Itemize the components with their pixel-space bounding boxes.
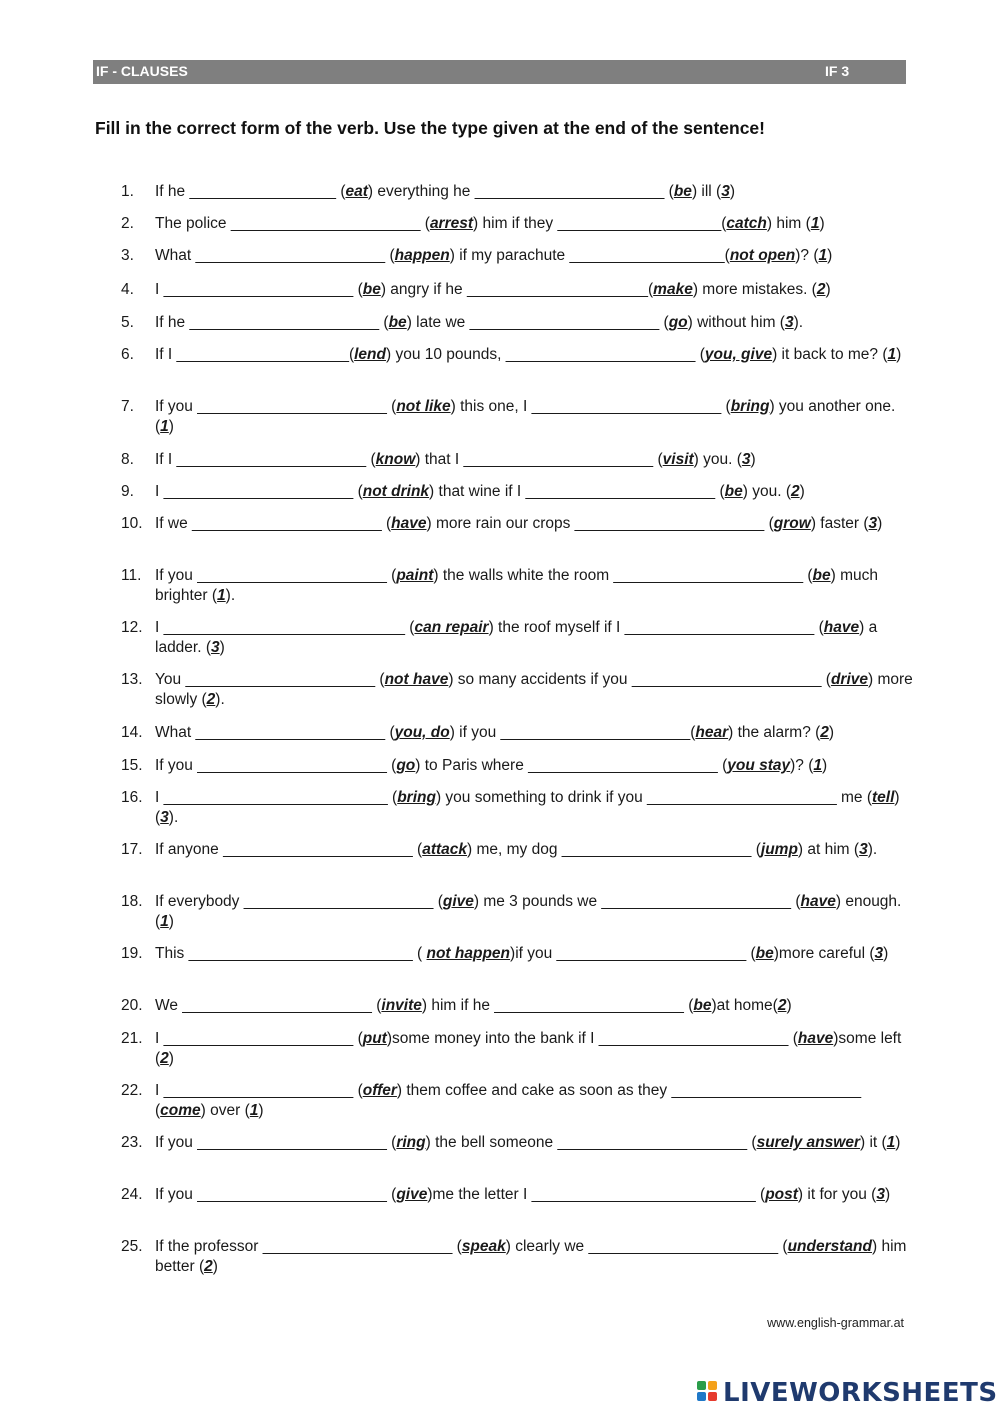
item-sentence [155, 183, 735, 200]
type-number: 1 [810, 215, 820, 232]
exercise-item [121, 514, 915, 534]
verb-hint: have [391, 515, 427, 532]
sentence-text: ) without him ( [687, 314, 785, 331]
verb-hint: know [375, 451, 416, 468]
sentence-text: ) that I ______________________ ( [415, 451, 663, 468]
sentence-text: ) them coffee and cake as soon as they ______________________ ( [155, 1082, 862, 1119]
sentence-text: If you ______________________ ( [155, 1186, 397, 1203]
type-number: 2 [816, 281, 826, 298]
item-sentence [155, 215, 825, 232]
header-title: IF - CLAUSES [96, 63, 188, 79]
exercise-item [121, 566, 915, 605]
verb-hint: attack [422, 841, 468, 858]
sentence-text: ) [219, 638, 225, 656]
sentence-text: ) if my parachute __________________( [449, 247, 730, 264]
verb-hint: be [362, 281, 381, 298]
item-sentence [155, 1238, 906, 1275]
sentence-text: ) [799, 483, 805, 500]
type-number: 1 [887, 346, 897, 363]
verb-hint: post [765, 1186, 798, 1203]
sentence-text: ) [877, 515, 883, 532]
sentence-text: ) much brighter ( [155, 567, 879, 604]
verb-hint: come [160, 1101, 201, 1119]
sentence-text: )some money into the bank if I ______________________ ( [386, 1030, 798, 1047]
sentence-text: If he _________________ ( [155, 183, 346, 200]
exercise-item [121, 788, 915, 827]
sentence-text: If anyone ______________________ ( [155, 841, 423, 858]
item-sentence [155, 1134, 900, 1151]
item-sentence [155, 515, 882, 532]
verb-hint: catch [726, 215, 767, 232]
type-number: 3 [784, 314, 794, 331]
verb-hint: not happen [426, 945, 511, 962]
verb-hint: jump [760, 841, 798, 858]
sentence-text: If we ______________________ ( [155, 515, 392, 532]
verb-hint: offer [362, 1082, 397, 1099]
type-number: 3 [874, 945, 884, 962]
sentence-text: What ______________________ ( [155, 247, 395, 264]
liveworksheets-brand [697, 1378, 998, 1408]
sentence-text: ) me 3 pounds we ______________________ ( [473, 893, 801, 910]
verb-hint: you stay [727, 757, 791, 774]
verb-hint: visit [662, 451, 694, 468]
sentence-text: We ______________________ ( [155, 997, 382, 1014]
verb-hint: invite [381, 997, 422, 1014]
sentence-text: ) this one, I ______________________ ( [450, 398, 731, 415]
sentence-text: If I ____________________( [155, 346, 355, 363]
item-number: 10. [121, 515, 143, 532]
sentence-text: )if you ______________________ ( [510, 945, 756, 962]
item-sentence [155, 757, 827, 774]
verb-hint: can repair [414, 619, 489, 636]
exercise-item [121, 996, 915, 1016]
sentence-text: If you ______________________ ( [155, 398, 397, 415]
verb-hint: not like [396, 398, 451, 415]
type-number: 2 [160, 1049, 169, 1067]
sentence-text: I ______________________ ( [155, 1082, 363, 1099]
sentence-text: If everybody ______________________ ( [155, 893, 443, 910]
type-number: 1 [217, 586, 226, 604]
exercise-item [121, 1081, 915, 1120]
item-sentence [155, 247, 832, 264]
verb-hint: not have [384, 671, 449, 688]
verb-hint: be [812, 567, 831, 584]
verb-hint: grow [773, 515, 811, 532]
verb-hint: paint [396, 567, 434, 584]
exercise-item [121, 1237, 915, 1276]
instruction: Fill in the correct form of the verb. Use the type given at the end of the sentence! [95, 118, 765, 138]
sentence-text: ). [168, 808, 179, 826]
sentence-text: ) [212, 1257, 218, 1275]
sentence-text: )at home( [711, 997, 778, 1014]
header-type: IF 3 [825, 63, 850, 79]
verb-hint: put [362, 1030, 387, 1047]
sentence-text: ) at him ( [797, 841, 860, 858]
verb-hint: be [693, 997, 712, 1014]
item-sentence [155, 1030, 901, 1067]
exercise-item [121, 182, 915, 202]
verb-hint: bring [397, 789, 436, 806]
sentence-text: The police ______________________ ( [155, 215, 430, 232]
exercise-item [121, 397, 915, 436]
exercise-item [121, 1185, 915, 1205]
type-number: 2 [206, 690, 216, 708]
item-number: 3. [121, 247, 134, 264]
sentence-text: ) [786, 997, 792, 1014]
item-sentence [155, 281, 831, 298]
sentence-text: ) [750, 451, 756, 468]
exercise-item [121, 723, 915, 743]
item-sentence [155, 671, 913, 708]
type-number: 1 [886, 1134, 896, 1151]
sentence-text: ) [258, 1101, 264, 1119]
type-number: 1 [160, 417, 169, 435]
sentence-text: ) that wine if I ______________________ ( [429, 483, 725, 500]
sentence-text: )? ( [790, 757, 814, 774]
sentence-text: ) more mistakes. ( [692, 281, 817, 298]
item-sentence [155, 451, 756, 468]
liveworksheets-logo-icon [697, 1379, 719, 1407]
type-number: 3 [721, 183, 730, 200]
sentence-text: If you ______________________ ( [155, 567, 397, 584]
sentence-text: ) you something to drink if you ______________________ me ( [435, 789, 872, 806]
item-number: 23. [121, 1134, 143, 1151]
type-number: 2 [204, 1257, 213, 1275]
item-sentence [155, 567, 878, 604]
verb-hint: have [823, 619, 860, 636]
item-sentence [155, 997, 792, 1014]
sentence-text: If you ______________________ ( [155, 1134, 397, 1151]
verb-hint: go [396, 757, 416, 774]
verb-hint: bring [730, 398, 770, 415]
item-sentence [155, 483, 805, 500]
sentence-text: ) more rain our crops ______________________ ( [426, 515, 774, 532]
type-number: 3 [868, 515, 878, 532]
item-number: 21. [121, 1030, 143, 1047]
item-number: 19. [121, 945, 143, 962]
item-number: 5. [121, 314, 134, 331]
sentence-text: ) everything he ______________________ ( [367, 183, 674, 200]
sentence-text: ) the alarm? ( [728, 724, 821, 741]
item-sentence [155, 1082, 861, 1119]
item-number: 20. [121, 997, 143, 1014]
sentence-text: This __________________________ ( [155, 945, 427, 962]
sentence-text: ) [896, 346, 902, 363]
sentence-text: ) the roof myself if I ______________________ ( [488, 619, 824, 636]
sentence-text: ) you another one. ( [155, 398, 896, 435]
type-number: 2 [777, 997, 787, 1014]
item-sentence [155, 893, 901, 930]
item-number: 7. [121, 398, 134, 415]
sentence-text: ). [867, 841, 878, 858]
item-number: 12. [121, 619, 143, 636]
sentence-text: I ______________________ ( [155, 1030, 363, 1047]
type-number: 2 [790, 483, 800, 500]
footer-url: www.english-grammar.at [767, 1316, 904, 1330]
item-sentence [155, 346, 901, 363]
sentence-text: ) clearly we ______________________ ( [505, 1238, 788, 1255]
item-number: 24. [121, 1186, 143, 1203]
sentence-text: ) [168, 417, 174, 435]
verb-hint: lend [354, 346, 386, 363]
exercise-item [121, 345, 915, 365]
item-sentence [155, 619, 877, 656]
sentence-text: I __________________________ ( [155, 789, 398, 806]
verb-hint: tell [872, 789, 895, 806]
exercise-item [121, 450, 915, 470]
item-sentence [155, 945, 888, 962]
exercise-item [121, 246, 915, 266]
sentence-text: )me the letter I __________________________ ( [427, 1186, 766, 1203]
sentence-text: ) [168, 1049, 174, 1067]
sentence-text: ) you. ( [693, 451, 742, 468]
item-sentence [155, 398, 895, 435]
sentence-text: ) [729, 183, 736, 200]
sentence-text: If I ______________________ ( [155, 451, 376, 468]
verb-hint: you, do [394, 724, 450, 741]
sentence-text: )more careful ( [773, 945, 875, 962]
sentence-text: If the professor ______________________ ( [155, 1238, 462, 1255]
sentence-text: I ____________________________ ( [155, 619, 415, 636]
verb-hint: go [668, 314, 688, 331]
header-bar [93, 60, 906, 84]
sentence-text: ) enough. ( [155, 893, 902, 930]
sentence-text: ) the bell someone ______________________ ( [425, 1134, 757, 1151]
verb-hint: speak [461, 1238, 506, 1255]
type-number: 2 [820, 724, 829, 741]
item-number: 4. [121, 281, 134, 298]
brand-name: LIVEWORKSHEETS [723, 1378, 998, 1408]
sentence-text: If you ______________________ ( [155, 757, 397, 774]
exercise-item [121, 892, 915, 931]
sentence-text: ) more slowly ( [155, 671, 913, 708]
item-sentence [155, 789, 900, 826]
sentence-text: ) him better ( [155, 1238, 907, 1275]
sentence-text: ) him if he ______________________ ( [421, 997, 694, 1014]
item-number: 15. [121, 757, 143, 774]
sentence-text: What ______________________ ( [155, 724, 395, 741]
sentence-text: ) him ( [766, 215, 811, 232]
sentence-text: ) to Paris where ______________________ ( [415, 757, 728, 774]
exercise-item [121, 670, 915, 709]
item-number: 17. [121, 841, 143, 858]
sentence-text: If he ______________________ ( [155, 314, 389, 331]
item-number: 1. [121, 183, 134, 200]
verb-hint: hear [695, 724, 729, 741]
sentence-text: ) you 10 pounds, ______________________ ( [385, 346, 705, 363]
item-number: 16. [121, 789, 143, 806]
sentence-text: ) it for you ( [797, 1186, 877, 1203]
item-number: 2. [121, 215, 134, 232]
sentence-text: ) [819, 215, 825, 232]
sentence-text: ) if you ______________________( [449, 724, 696, 741]
sentence-text: ) [828, 724, 835, 741]
sentence-text: ) [895, 1134, 901, 1151]
sentence-text: ). [225, 586, 236, 604]
sentence-text: ) a ladder. ( [155, 619, 878, 656]
sentence-text: ) the walls white the room ______________________ ( [433, 567, 813, 584]
sentence-text: ) me, my dog ______________________ ( [467, 841, 761, 858]
item-sentence [155, 314, 803, 331]
exercise-item [121, 214, 915, 234]
verb-hint: eat [345, 183, 368, 200]
sentence-text: ) [822, 757, 828, 774]
sentence-text: ) [827, 247, 833, 264]
sentence-text: ) [168, 912, 174, 930]
exercise-item [121, 944, 915, 964]
exercise-item [121, 482, 915, 502]
exercise-item [121, 313, 915, 333]
type-number: 3 [211, 638, 220, 656]
exercise-item [121, 840, 915, 860]
type-number: 1 [249, 1101, 259, 1119]
verb-hint: give [396, 1186, 428, 1203]
sentence-text: ). [793, 314, 804, 331]
sentence-text: I ______________________ ( [155, 483, 363, 500]
item-number: 11. [121, 567, 142, 584]
item-sentence [155, 1186, 890, 1203]
sentence-text: ) [883, 945, 889, 962]
sentence-text: ) [825, 281, 831, 298]
sentence-text: You ______________________ ( [155, 671, 385, 688]
item-number: 13. [121, 671, 143, 688]
item-number: 6. [121, 346, 134, 363]
verb-hint: have [800, 893, 836, 910]
sentence-text: ) angry if he _____________________( [380, 281, 654, 298]
verb-hint: you, give [704, 346, 773, 363]
type-number: 3 [876, 1186, 885, 1203]
sentence-text: I ______________________ ( [155, 281, 363, 298]
item-number: 22. [121, 1082, 143, 1099]
sentence-text: ) so many accidents if you ______________________ ( [448, 671, 831, 688]
item-sentence [155, 841, 877, 858]
type-number: 3 [859, 841, 868, 858]
verb-hint: be [673, 183, 692, 200]
exercise-item [121, 280, 915, 300]
sentence-text: ) it back to me? ( [772, 346, 888, 363]
sentence-text: ) him if they ___________________( [473, 215, 727, 232]
verb-hint: surely answer [756, 1134, 860, 1151]
type-number: 1 [818, 247, 828, 264]
type-number: 3 [741, 451, 751, 468]
type-number: 3 [160, 808, 169, 826]
verb-hint: drive [830, 671, 869, 688]
sentence-text: ) faster ( [810, 515, 869, 532]
sentence-text: ) it ( [859, 1134, 887, 1151]
item-number: 8. [121, 451, 134, 468]
type-number: 1 [813, 757, 823, 774]
verb-hint: have [797, 1030, 834, 1047]
verb-hint: be [388, 314, 407, 331]
item-number: 9. [121, 483, 134, 500]
exercise-item [121, 1133, 915, 1153]
exercise-item [121, 1029, 915, 1068]
verb-hint: not drink [362, 483, 430, 500]
sentence-text: ) late we ______________________ ( [406, 314, 669, 331]
exercise-item [121, 618, 915, 657]
item-number: 14. [121, 724, 143, 741]
sentence-text: ) ( [155, 789, 900, 826]
verb-hint: give [442, 893, 474, 910]
verb-hint: make [653, 281, 693, 298]
verb-hint: happen [394, 247, 450, 264]
sentence-text: )? ( [795, 247, 819, 264]
verb-hint: understand [787, 1238, 872, 1255]
item-number: 18. [121, 893, 143, 910]
verb-hint: ring [396, 1134, 426, 1151]
item-sentence [155, 724, 834, 741]
verb-hint: not open [729, 247, 796, 264]
sentence-text: ) over ( [200, 1101, 250, 1119]
type-number: 1 [160, 912, 169, 930]
verb-hint: be [755, 945, 774, 962]
sentence-text: ) you. ( [742, 483, 791, 500]
sentence-text: ) ill ( [691, 183, 722, 200]
sentence-text: ). [215, 690, 225, 708]
verb-hint: arrest [429, 215, 474, 232]
exercise-item [121, 756, 915, 776]
item-number: 25. [121, 1238, 143, 1255]
sentence-text: )some left ( [155, 1030, 902, 1067]
verb-hint: be [724, 483, 743, 500]
sentence-text: ) [884, 1186, 891, 1203]
